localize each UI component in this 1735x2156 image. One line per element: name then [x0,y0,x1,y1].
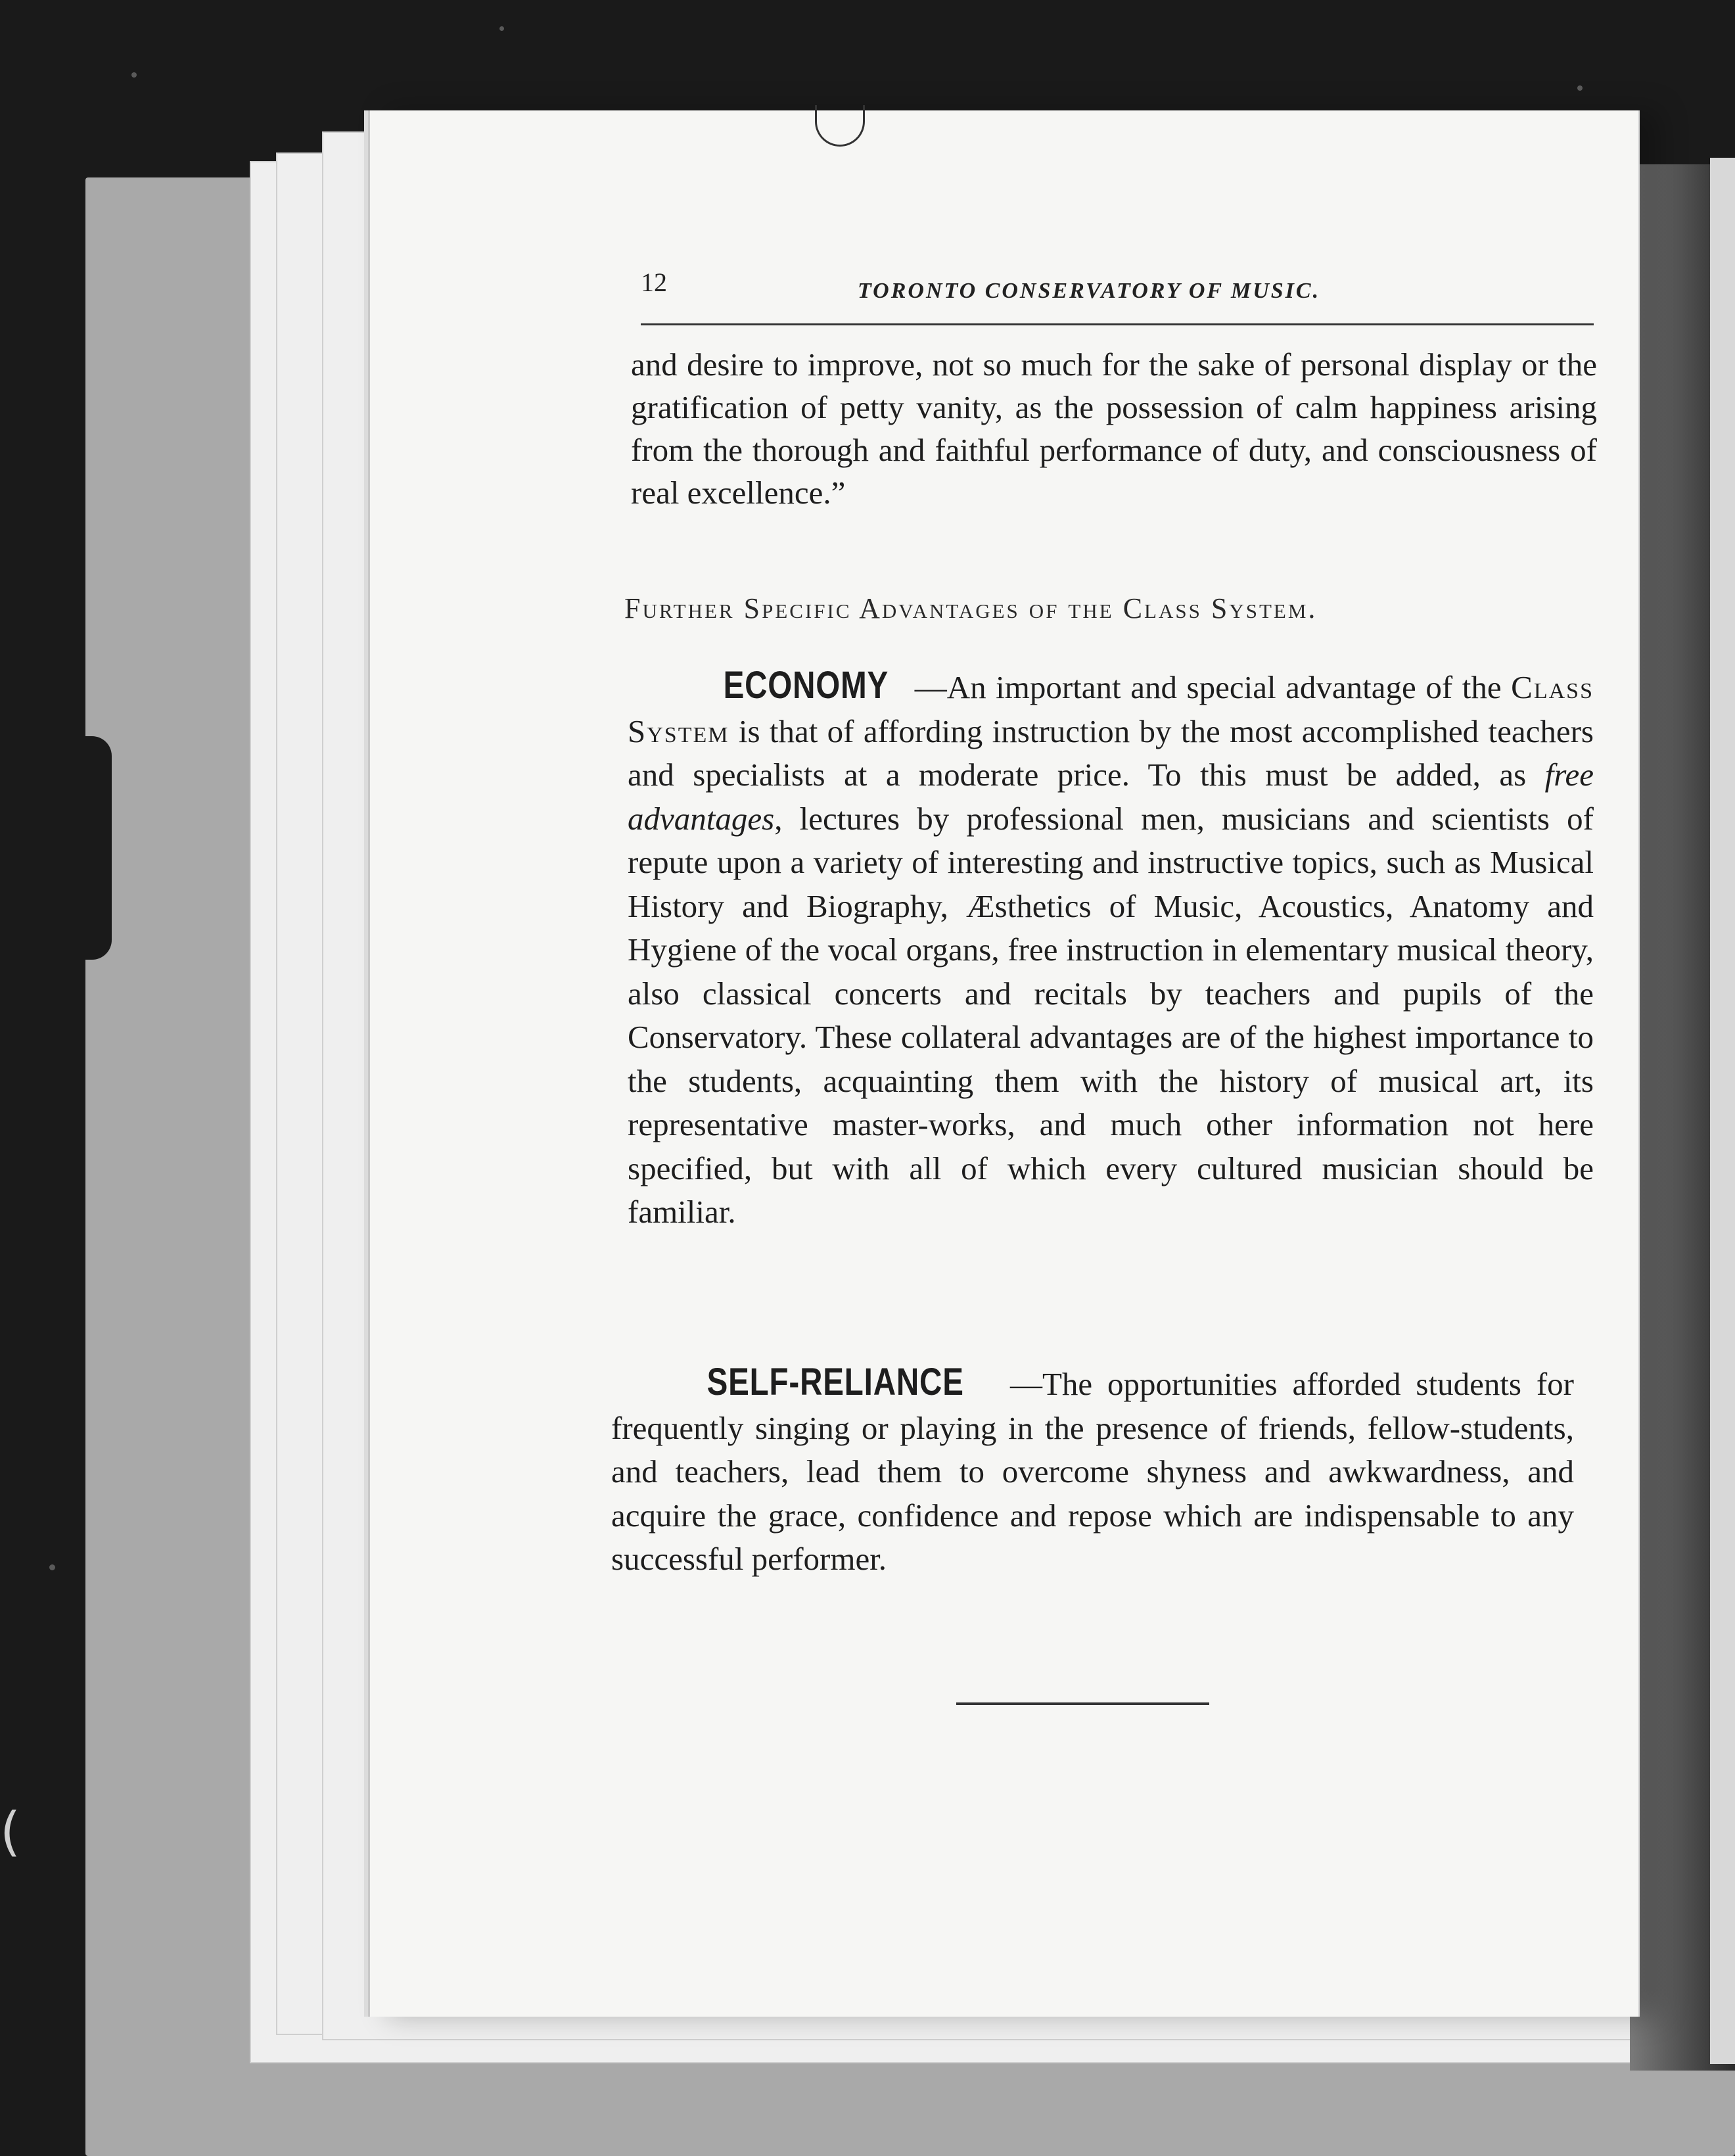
economy-text-part-2: is that of affording instruction by the most accomplished teachers and specialists at a moderate price. To this must be added, as [628,713,1594,793]
self-reliance-paragraph [611,1361,1574,1582]
cover-notch [85,736,112,960]
opening-paragraph: and desire to improve, not so much for the sake of personal display or the gratification of petty vanity, as the possession of calm happiness arising from the thorough and faithful performance of duty, and consciousness of real excellence.” [631,346,1597,511]
economy-paragraph [628,664,1594,1234]
section-end-rule [956,1702,1209,1705]
header-rule [641,323,1594,325]
class-system-term: Class System [628,669,1594,749]
economy-text-part-1: —An important and special advantage of the [914,669,1512,705]
self-reliance-text: —The opportunities afforded students for frequently singing or playing in the presence of friends, fellow-students, and teachers, lead them to overcome shyness and awkwardness, and acquire the grace, confidence and repose which are indispensable to any successful performer. [611,1366,1574,1577]
economy-text-part-3: , lectures by professional men, musicians and scientists of repute upon a variety of interesting and instructive topics, such as Musical History and Biography, Æsthetics of Music, Acoustics, Anatomy and Hygiene of the vocal organs, free instruction in elementary musical theory, also classical concerts and recitals by teachers and pupils of the Conservatory. These collateral advantages are of the highest importance to the students, acquainting them with the history of musical art, its representative master-works, and much other information not here specified, but with all of which every cultured musician should be familiar. [628,800,1594,1230]
dust-speck [131,72,137,78]
dust-speck [1577,85,1583,91]
dust-speck [49,1564,55,1570]
running-head: TORONTO CONSERVATORY OF MUSIC. [858,279,1321,303]
dust-speck [499,26,504,31]
page-number: 12 [641,268,667,297]
economy-run-in-heading: ECONOMY [723,664,889,707]
section-heading: Further Specific Advantages of the Class System. [624,592,1318,624]
facing-page-edge [1710,158,1735,2064]
page-header [641,263,1600,316]
scan-edge-mark: ( [0,1801,21,1862]
free-advantages-term: free advantages [628,757,1594,837]
self-reliance-run-in-heading: SELF-RELIANCE [706,1361,964,1403]
